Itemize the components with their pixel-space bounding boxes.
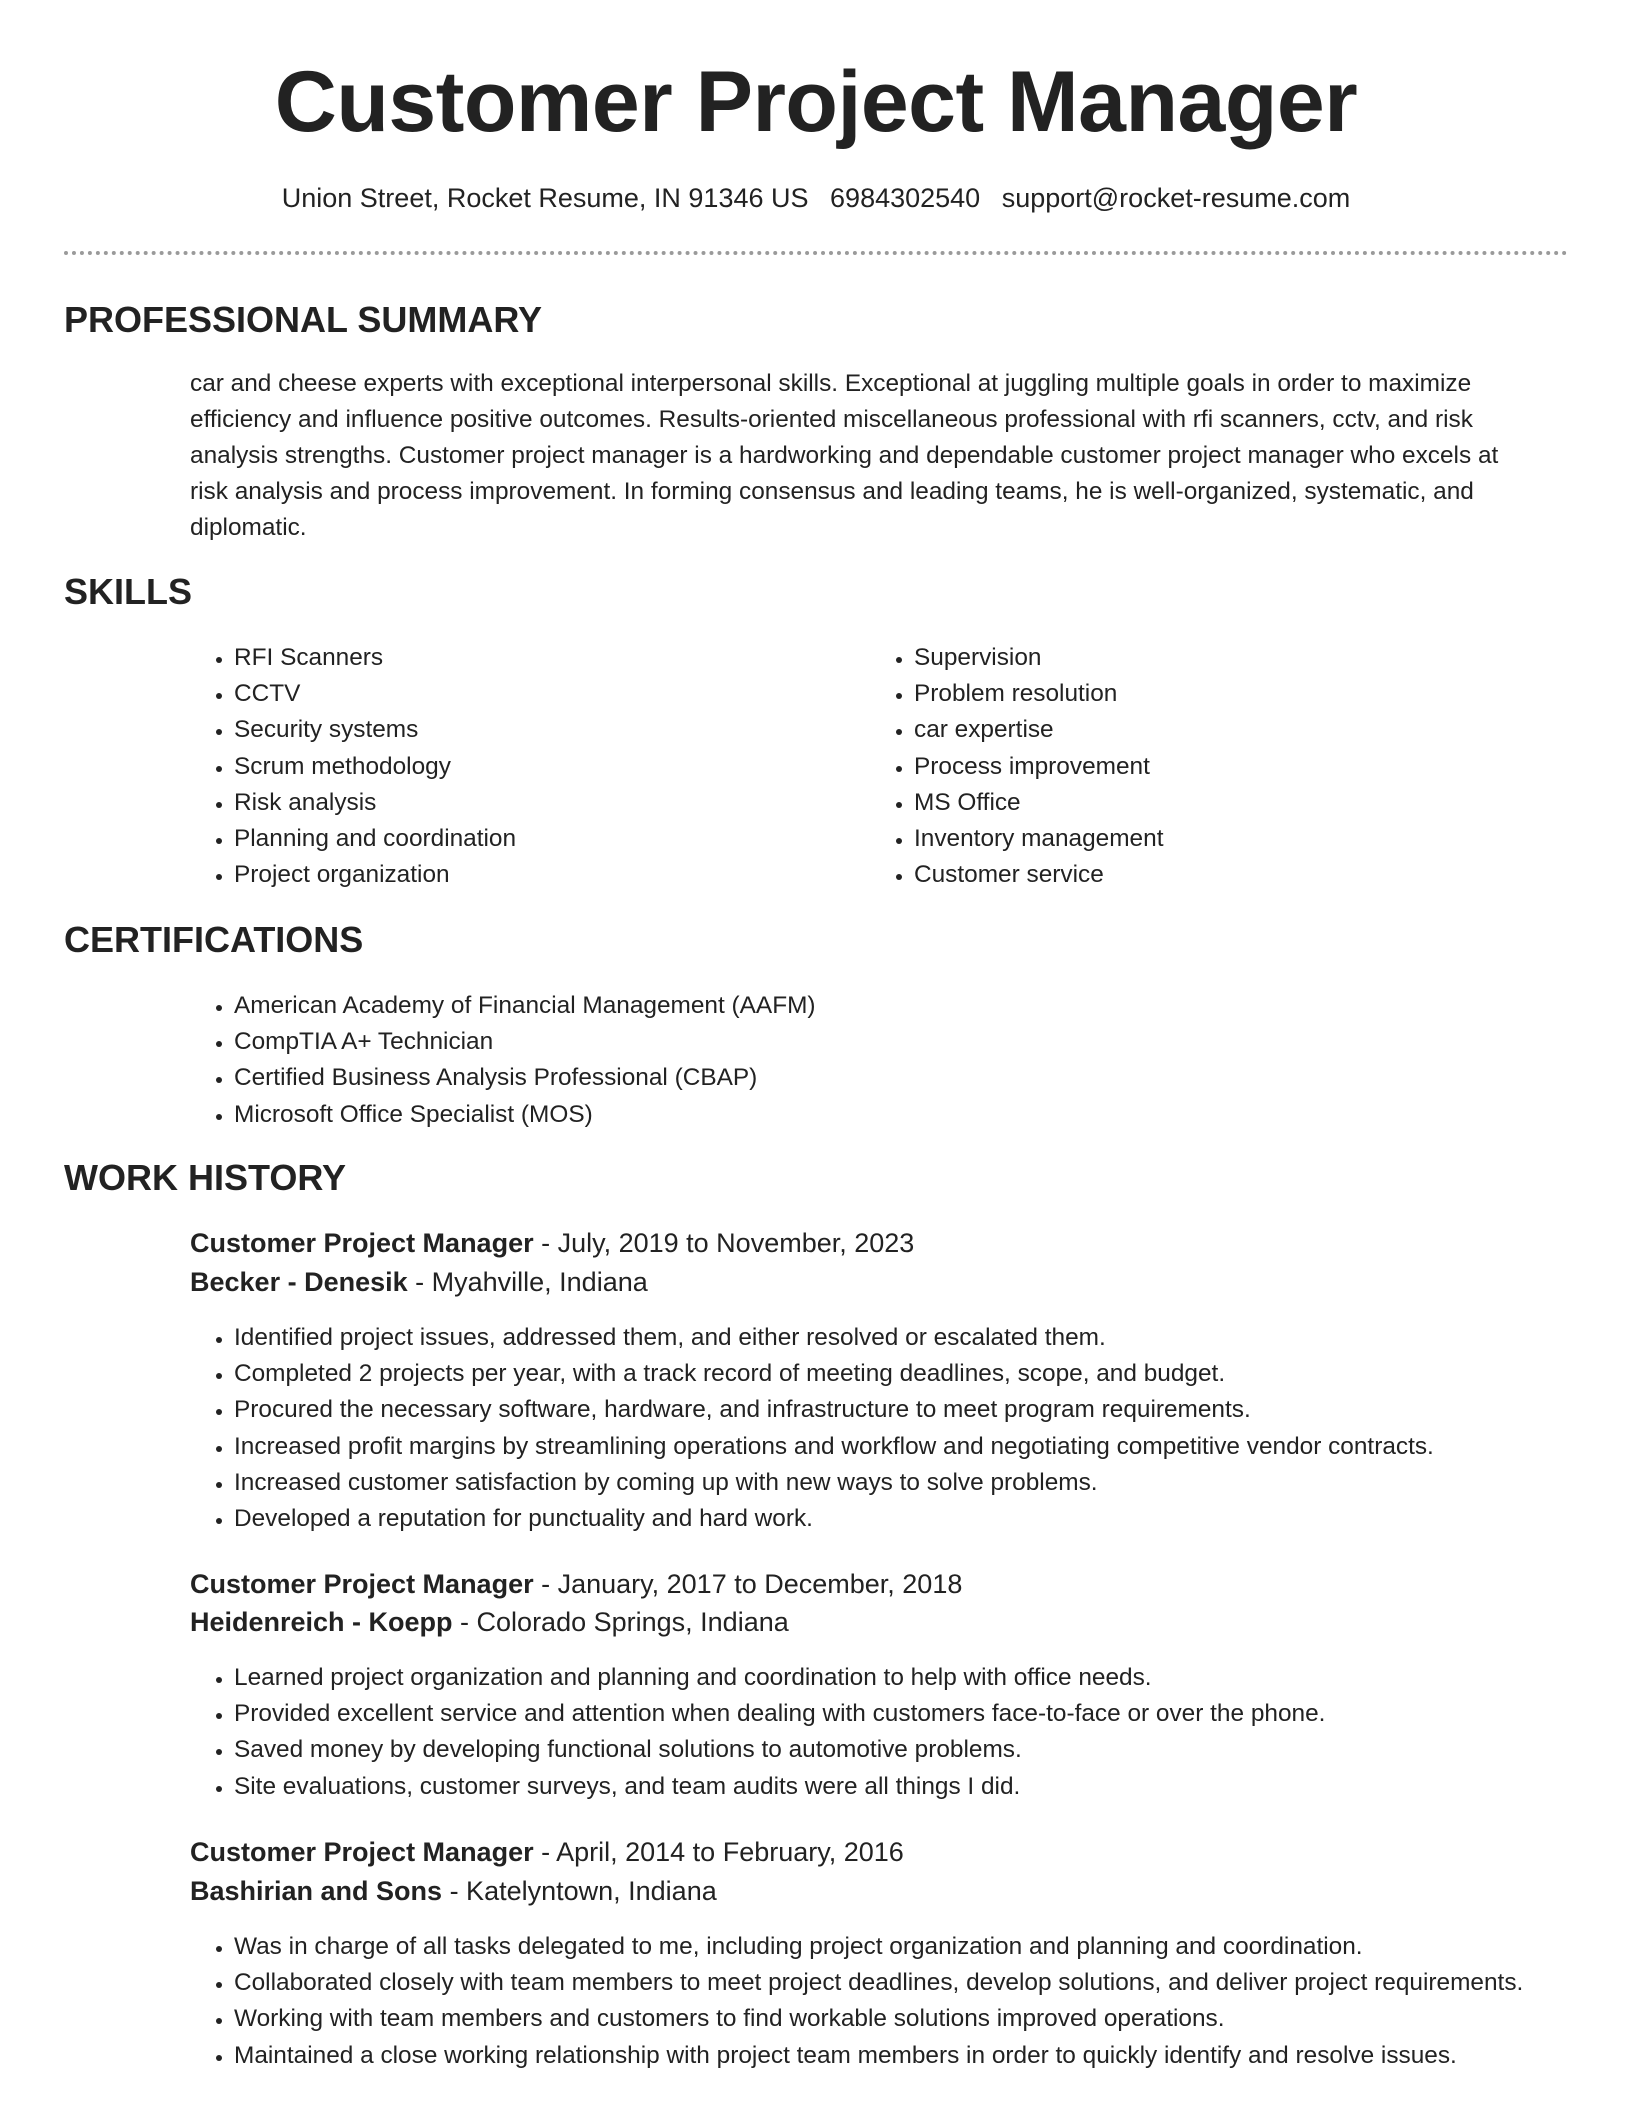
header-divider: [64, 251, 1568, 255]
job-title: Customer Project Manager: [190, 1569, 534, 1599]
job-location: - Katelyntown, Indiana: [442, 1876, 717, 1906]
job-bullets: [190, 1929, 1632, 2074]
list-item: • Process improvement: [914, 749, 1534, 785]
section-title-summary: PROFESSIONAL SUMMARY: [64, 299, 543, 340]
list-item: • RFI Scanners: [234, 640, 854, 676]
job-title-line: [190, 1225, 914, 1261]
job-location: - Myahville, Indiana: [407, 1267, 648, 1297]
section-title-work-history: WORK HISTORY: [64, 1157, 347, 1198]
job-company: Becker - Denesik: [190, 1267, 408, 1297]
contact-phone: 6984302540: [830, 183, 981, 213]
list-item: • Microsoft Office Specialist (MOS): [234, 1097, 1534, 1133]
list-item: • Procured the necessary software, hardware, and infrastructure to meet program requirements.: [234, 1392, 1632, 1428]
section-title-skills: SKILLS: [64, 571, 193, 612]
job-company: Heidenreich - Koepp: [190, 1607, 453, 1637]
job-bullets: [190, 1660, 1632, 1805]
skills-list-left: [190, 640, 854, 893]
job-bullets: [190, 1320, 1632, 1537]
list-item: • American Academy of Financial Management (AAFM): [234, 988, 1534, 1024]
list-item: • Risk analysis: [234, 785, 854, 821]
list-item: • Maintained a close working relationship with project team members in order to quickly identify and resolve issues.: [234, 2038, 1632, 2074]
list-item: • Completed 2 projects per year, with a track record of meeting deadlines, scope, and budget.: [234, 1356, 1632, 1392]
list-item: • Was in charge of all tasks delegated to me, including project organization and planning and coordination.: [234, 1929, 1632, 1965]
job-dates: - July, 2019 to November, 2023: [533, 1228, 915, 1258]
list-item: • Supervision: [914, 640, 1534, 676]
list-item: • Scrum methodology: [234, 749, 854, 785]
list-item: • car expertise: [914, 712, 1534, 748]
list-item: • Saved money by developing functional solutions to automotive problems.: [234, 1732, 1632, 1768]
list-item: • Identified project issues, addressed them, and either resolved or escalated them.: [234, 1320, 1632, 1356]
job-dates: - January, 2017 to December, 2018: [533, 1569, 963, 1599]
job-location: - Colorado Springs, Indiana: [452, 1607, 789, 1637]
list-item: • Planning and coordination: [234, 821, 854, 857]
certifications-list: [190, 988, 1534, 1133]
section-title-certifications: CERTIFICATIONS: [64, 919, 364, 960]
list-item: • Developed a reputation for punctuality and hard work.: [234, 1501, 1632, 1537]
list-item: • Security systems: [234, 712, 854, 748]
list-item: • Site evaluations, customer surveys, and team audits were all things I did.: [234, 1769, 1632, 1805]
list-item: • MS Office: [914, 785, 1534, 821]
job-company-line: [190, 1604, 789, 1640]
job-company-line: [190, 1873, 717, 1909]
list-item: • Provided excellent service and attention when dealing with customers face-to-face or over the phone.: [234, 1696, 1632, 1732]
list-item: • CCTV: [234, 676, 854, 712]
summary-text: car and cheese experts with exceptional interpersonal skills. Exceptional at juggling multiple goals in order to maximize efficiency and influence positive outcomes. Results-oriented miscellaneous professional with rfi scanners, cctv, and risk analysis strengths. Customer project manager is a hardworking and dependable customer project manager who excels at risk analysis and process improvement. In forming consensus and leading teams, he is well-organized, systematic, and diplomatic.: [190, 370, 1499, 541]
job-title-line: [190, 1566, 962, 1602]
list-item: • Customer service: [914, 857, 1534, 893]
list-item: • Collaborated closely with team members to meet project deadlines, develop solutions, and deliver project requirements.: [234, 1965, 1632, 2001]
contact-address: Union Street, Rocket Resume, IN 91346 US: [281, 183, 809, 213]
contact-email: support@rocket-resume.com: [1001, 183, 1351, 213]
contact-line: [0, 180, 1632, 216]
list-item: • Increased customer satisfaction by coming up with new ways to solve problems.: [234, 1465, 1632, 1501]
job-title-line: [190, 1834, 904, 1870]
job-title: Customer Project Manager: [190, 1837, 534, 1867]
list-item: • CompTIA A+ Technician: [234, 1024, 1534, 1060]
list-item: • Working with team members and customers to find workable solutions improved operations.: [234, 2001, 1632, 2037]
list-item: • Learned project organization and planning and coordination to help with office needs.: [234, 1660, 1632, 1696]
resume-name: Customer Project Manager: [274, 54, 1358, 150]
job-company: Bashirian and Sons: [190, 1876, 443, 1906]
job-company-line: [190, 1264, 648, 1300]
list-item: • Inventory management: [914, 821, 1534, 857]
job-title: Customer Project Manager: [190, 1228, 534, 1258]
list-item: • Problem resolution: [914, 676, 1534, 712]
list-item: • Increased profit margins by streamlining operations and workflow and negotiating competitive vendor contracts.: [234, 1429, 1632, 1465]
job-dates: - April, 2014 to February, 2016: [533, 1837, 904, 1867]
list-item: • Project organization: [234, 857, 854, 893]
skills-list-right: [870, 640, 1534, 893]
list-item: • Certified Business Analysis Professional (CBAP): [234, 1060, 1534, 1096]
